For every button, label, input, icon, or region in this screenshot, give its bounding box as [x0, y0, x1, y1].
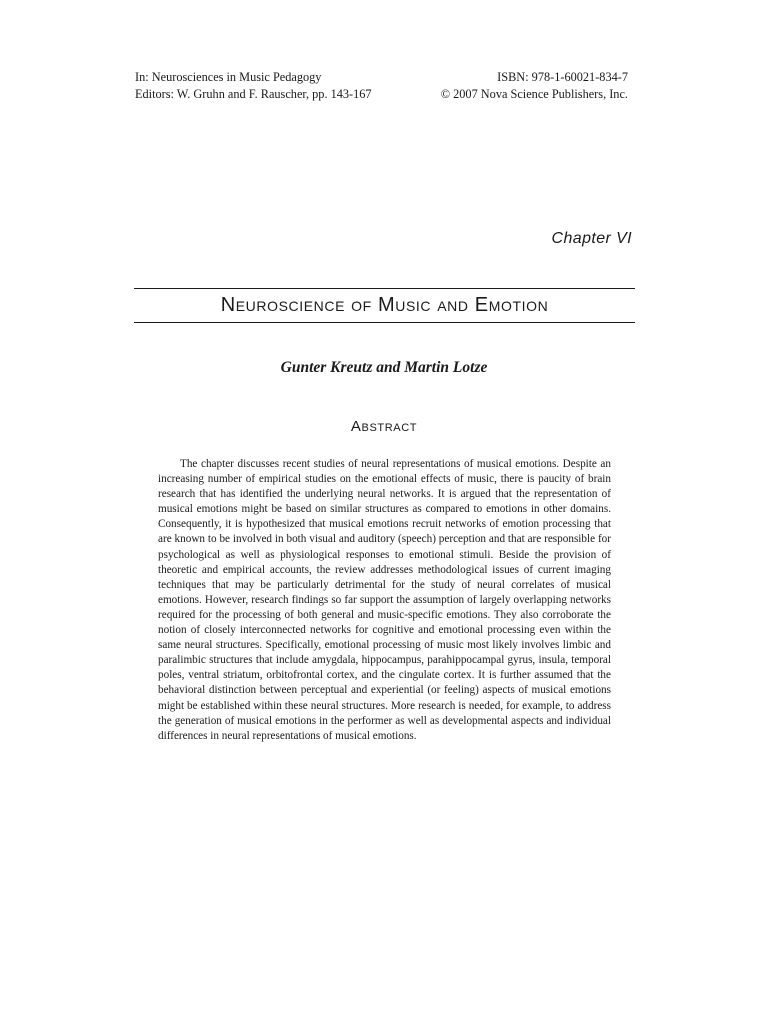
chapter-title: Neuroscience of Music and Emotion: [220, 294, 549, 316]
editors-line: Editors: W. Gruhn and F. Rauscher, pp. 143-167: [135, 87, 372, 101]
author-line: Gunter Kreutz and Martin Lotze: [280, 359, 488, 376]
abstract-heading: Abstract: [350, 418, 418, 435]
isbn: ISBN: 978-1-60021-834-7: [497, 70, 628, 84]
page-header: [135, 69, 628, 103]
abstract-body: The chapter discusses recent studies of neural representations of musical emotions. Despite an increasing number of empirical studies on the emotional effects of music, there is paucity of brain research that has identified the underlying neural networks. It is argued that the representation of musical emotions might be based on similar structures as compared to emotions in other domains. Consequently, it is hypothesized that musical emotions recruit networks of emotion processing that are known to be involved in both visual and auditory (speech) perception and that are responsible for psychological as well as physiological responses to emotional stimuli. Beside the provision of theoretic and empirical accounts, the review addresses methodological issues of current imaging techniques that may be particularly detrimental for the study of neural correlates of musical emotions. However, research findings so far support the assumption of largely overlapping networks required for the processing of both general and music-specific emotions. They also corroborate the notion of closely interconnected networks for cognitive and emotional processing even within the same neural structures. Specifically, emotional processing of music most likely involves limbic and paralimbic structures that include amygdala, hippocampus, parahippocampal gyrus, insula, temporal poles, ventral striatum, orbitofrontal cortex, and the cingulate cortex. It is further assumed that the behavioral distinction between perceptual and experiential (or feeling) aspects of musical emotions might be established within these neural structures. More research is needed, for example, to address the generation of musical emotions in the performer as well as developmental aspects and individual differences in neural representations of musical emotions.: [158, 458, 611, 742]
book-title-line: In: Neurosciences in Music Pedagogy: [135, 70, 322, 84]
chapter-label: Chapter VI: [551, 230, 632, 247]
header-row-2: [135, 86, 628, 103]
header-row-1: [135, 69, 628, 86]
chapter-title-block: [134, 288, 635, 323]
copyright-notice: © 2007 Nova Science Publishers, Inc.: [440, 87, 628, 101]
